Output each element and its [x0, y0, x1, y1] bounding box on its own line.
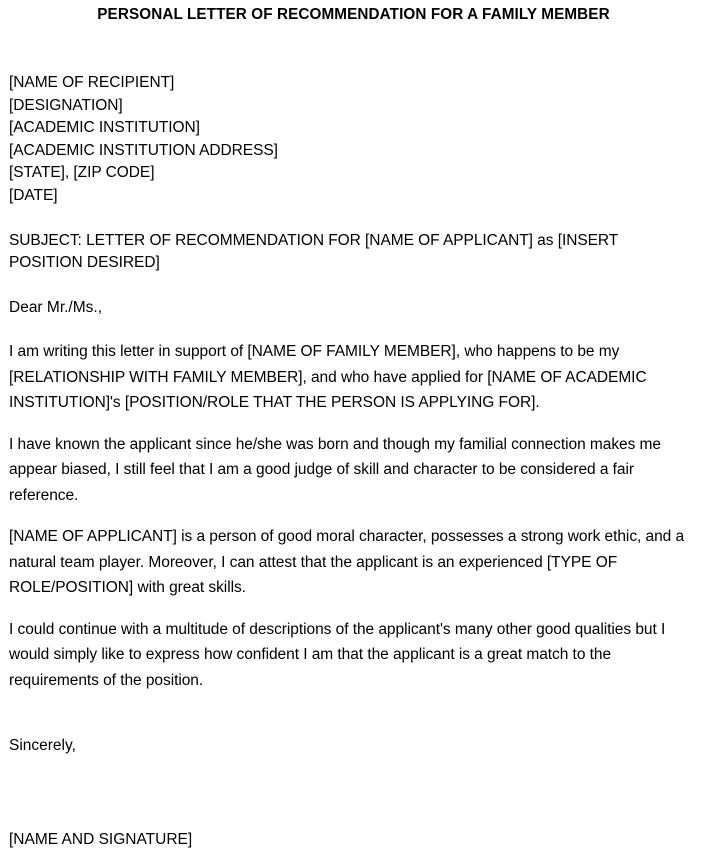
salutation: Dear Mr./Ms., — [9, 298, 103, 316]
recipient-address-block — [9, 72, 698, 208]
body-paragraph-1: I am writing this letter in support of [NAME OF FAMILY MEMBER], who happens to be my [RELATIONSHIP WITH FAMILY MEMBER], and who have applied for [NAME OF ACADEMIC INSTITUTION]'s [POSITION/ROLE THAT THE PERSON IS APPLYING FOR]. — [9, 343, 647, 412]
page-title: PERSONAL LETTER OF RECOMMENDATION FOR A FAMILY MEMBER — [97, 6, 610, 23]
body-paragraph-3: [NAME OF APPLICANT] is a person of good moral character, possesses a strong work ethic, and a natural team player. Moreover, I can attest that the applicant is an experienced [TYPE OF ROLE/POSITION] with great skills. — [9, 528, 685, 597]
body-paragraph-4: I could continue with a multitude of descriptions of the applicant's many other good qualities but I would simply like to express how confident I am that the applicant is a great match to the requirements of the position. — [9, 620, 666, 689]
paragraph-spacer-1 — [9, 416, 698, 432]
subject-salutation-spacer — [9, 275, 698, 297]
recipient-date-line: [DATE] — [9, 186, 58, 204]
paragraph-spacer-2 — [9, 508, 698, 524]
recipient-designation-line: [DESIGNATION] — [9, 96, 123, 114]
signature-block: [NAME AND SIGNATURE] — [9, 830, 193, 848]
body-closing-spacer — [9, 693, 698, 735]
recipient-name-line: [NAME OF RECIPIENT] — [9, 74, 175, 91]
signature-spacer — [9, 758, 698, 829]
salutation-body-spacer — [9, 319, 698, 339]
paragraph-spacer-3 — [9, 601, 698, 617]
subject-line: SUBJECT: LETTER OF RECOMMENDATION FOR [NAME OF APPLICANT] as [INSERT POSITION DESIRED] — [9, 231, 618, 272]
closing-salutation: Sincerely, — [9, 737, 76, 755]
body-paragraph-2: I have known the applicant since he/she was born and though my familial connection makes me appear biased, I still feel that I am a good judge of skill and character to be considered a fair reference. — [9, 435, 661, 504]
recipient-institution-address-line: [ACADEMIC INSTITUTION ADDRESS] — [9, 141, 278, 159]
address-subject-spacer — [9, 208, 698, 230]
title-spacer — [9, 25, 698, 72]
recipient-institution-line: [ACADEMIC INSTITUTION] — [9, 119, 200, 137]
recipient-state-zip-line: [STATE], [ZIP CODE] — [9, 164, 155, 182]
